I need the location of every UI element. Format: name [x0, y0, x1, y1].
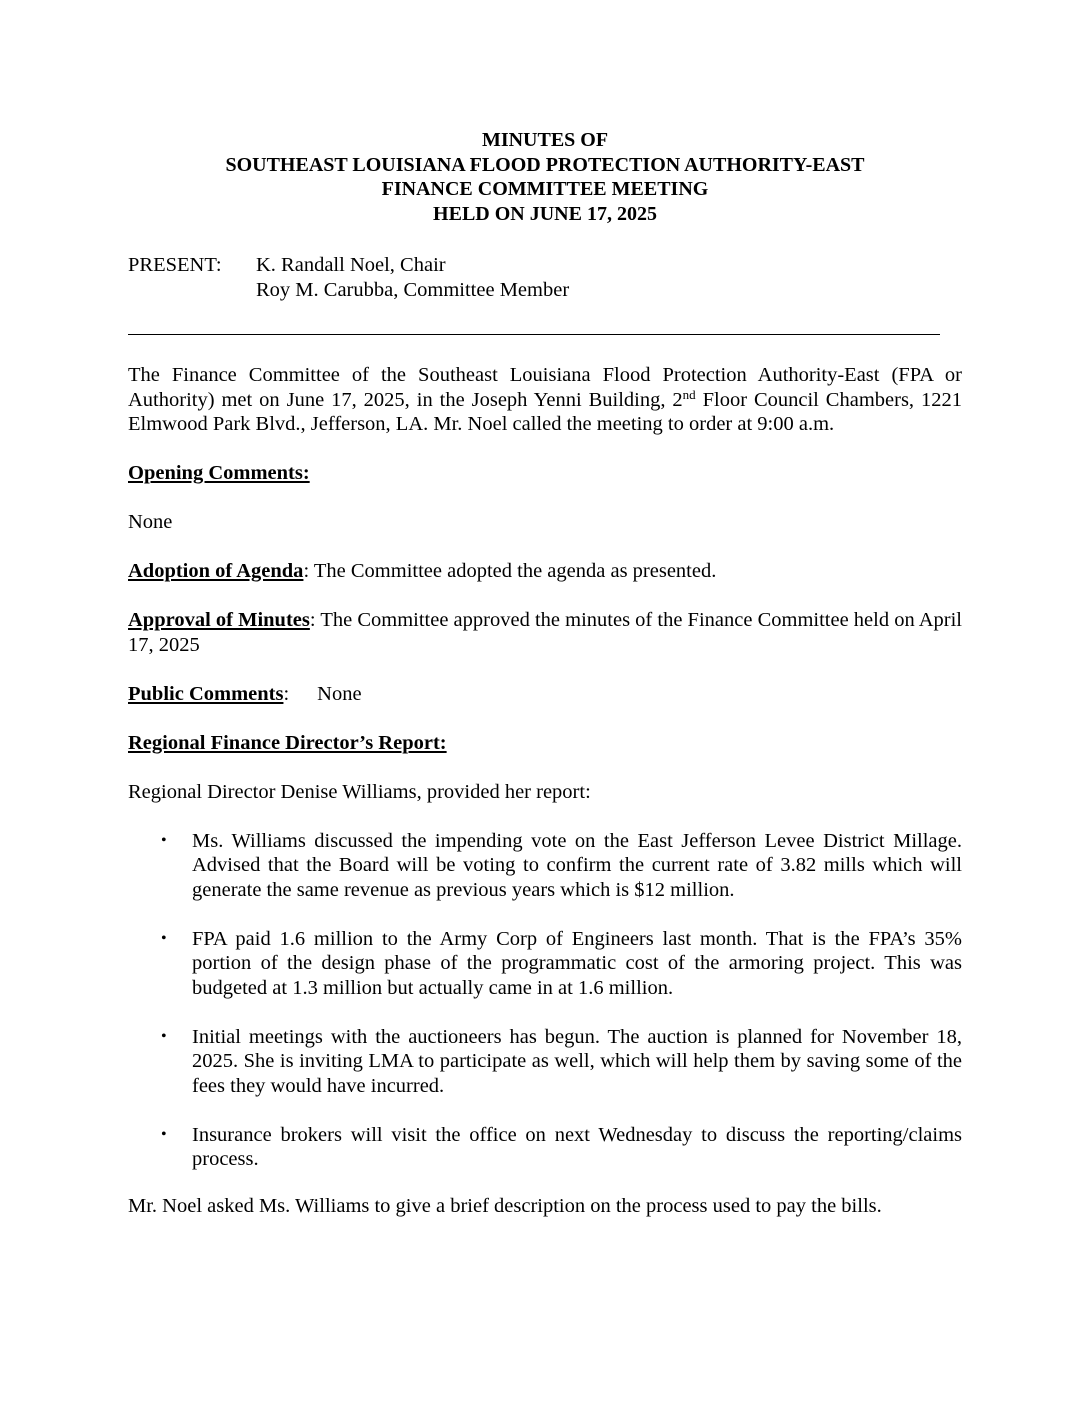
- opening-comments-heading: Opening Comments:: [128, 462, 310, 484]
- title-line-1: MINUTES OF: [481, 129, 609, 151]
- bullet-icon: •: [161, 1125, 167, 1143]
- present-names: [256, 253, 569, 302]
- present-label: PRESENT:: [128, 254, 222, 276]
- intro-paragraph: The Finance Committee of the Southeast Louisiana Flood Protection Authority-East (FPA or Authority) met on June 17, 2025, in the Joseph Yenni Building, 2nd Floor Council Chambers, 1221 Elmwood Park Blvd., Jefferson, LA. Mr. Noel called the meeting to order at 9:00 a.m.: [128, 364, 962, 435]
- title-line-4: HELD ON JUNE 17, 2025: [433, 202, 657, 225]
- finance-report-bullets: [128, 829, 962, 1172]
- document-title: [128, 128, 962, 226]
- opening-comments-body: None: [128, 511, 173, 533]
- list-item: • Insurance brokers will visit the office on next Wednesday to discuss the reporting/claims process.: [161, 1123, 962, 1170]
- attendance-block: [128, 253, 962, 302]
- present-member: K. Randall Noel, Chair: [256, 254, 446, 276]
- public-comments: Public Comments: None: [128, 682, 362, 705]
- bullet-icon: •: [161, 1027, 167, 1045]
- ordinal-suffix: nd: [682, 386, 696, 402]
- closing-paragraph: Mr. Noel asked Ms. Williams to give a brief description on the process used to pay the bills.: [128, 1195, 882, 1217]
- bullet-icon: •: [161, 929, 167, 947]
- list-item: • Ms. Williams discussed the impending vote on the East Jefferson Levee District Millage. Advised that the Board will be voting to confirm the current rate of 3.82 mills which will generate the same revenue as previous years which is $12 million.: [161, 829, 962, 901]
- title-line-3: FINANCE COMMITTEE MEETING: [381, 178, 709, 200]
- adoption-of-agenda: Adoption of Agenda: The Committee adopted the agenda as presented.: [128, 560, 717, 582]
- finance-report-lead: Regional Director Denise Williams, provided her report:: [128, 780, 591, 803]
- title-line-2: SOUTHEAST LOUISIANA FLOOD PROTECTION AUTHORITY-EAST: [225, 153, 865, 176]
- present-member: Roy M. Carubba, Committee Member: [256, 278, 570, 301]
- document-page: [128, 128, 962, 1219]
- list-item: • FPA paid 1.6 million to the Army Corp of Engineers last month. That is the FPA’s 35% portion of the design phase of the programmatic cost of the armoring project. This was budgeted at 1.3 million but actually came in at 1.6 million.: [161, 927, 962, 999]
- horizontal-rule: [128, 334, 940, 335]
- finance-report-heading: Regional Finance Director’s Report:: [128, 731, 447, 754]
- bullet-icon: •: [161, 831, 167, 849]
- approval-of-minutes: Approval of Minutes: The Committee approved the minutes of the Finance Committee held on April 17, 2025: [128, 609, 963, 656]
- list-item: • Initial meetings with the auctioneers has begun. The auction is planned for November 18, 2025. She is inviting LMA to participate as well, which will help them by saving some of the fees they would have incurred.: [161, 1025, 962, 1097]
